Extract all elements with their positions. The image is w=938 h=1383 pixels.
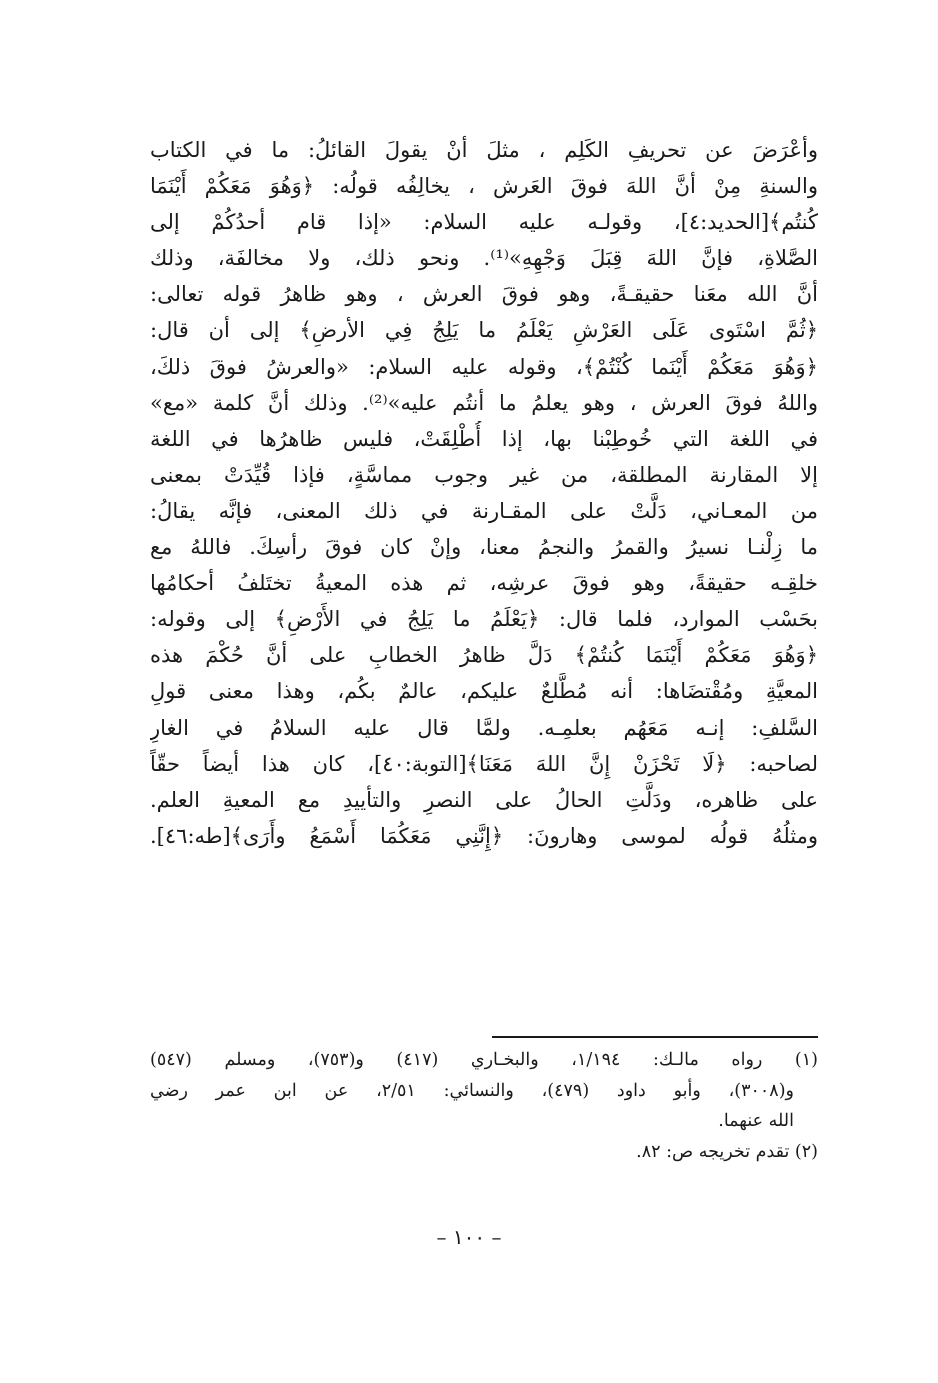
footnote-line: الله عنهما. (718, 1111, 794, 1131)
text-line: خلقِـه حقيقةً، وهو فوقَ عرشِه، ثم هذه المعيةُ تختَلفُ أحكامُها (150, 571, 818, 596)
text-line: إلا المقارنة المطلقة، من غير وجوب مماسَّةٍ، فإذا قُيِّدَتْ بمعنى (150, 462, 818, 487)
footnote-line: (١) رواه مالـك: ١/١٩٤، والبخـاري (٤١٧) و(٧٥٣)، ومسلم (٥٤٧) (150, 1050, 818, 1070)
text-line: أنَّ الله معَنا حقيقـةً، وهو فوقَ العرش ، وهو ظاهرُ قوله تعالى: (150, 282, 818, 307)
text-line: ومثلُهُ قولُه لموسى وهارونَ: ﴿إِنَّنِي مَعَكُمَا أَسْمَعُ وأَرَى﴾[طه:٤٦]. (150, 823, 818, 848)
text-line: لصاحبه: ﴿لَا تَحْزَنْ إِنَّ اللهَ مَعَنَا﴾[التوبة:٤٠]، كان هذا أيضاً حقّاً (150, 751, 818, 776)
page-number: – ١٠٠ – (436, 1225, 502, 1249)
text-line: ما زِلْنـا نسيرُ والقمرُ والنجمُ معنا، وإنْ كان فوقَ رأسِكَ. فاللهُ مع (150, 535, 818, 560)
footnote-divider (492, 1036, 818, 1038)
main-text (150, 132, 818, 854)
text-line: من المعـاني، دَلَّتْ على المقـارنة في ذلك المعنى، فإنَّه يقالُ: (150, 498, 818, 523)
footnotes (150, 1045, 818, 1167)
footnote-line: (٢) تقدم تخريجه ص: ٨٢. (636, 1141, 818, 1162)
text-line: كُنتُم﴾[الحديد:٤]، وقولـه عليه السلام: «إذا قام أحدُكُمْ إلى (150, 210, 818, 235)
footnote-line: و(٣٠٠٨)، وأبو داود (٤٧٩)، والنسائي: ٢/٥١، عن ابن عمر رضي (150, 1080, 794, 1101)
text-line: على ظاهره، ودَلَّتِ الحالُ على النصرِ والتأييدِ مع المعيةِ العلم. (150, 787, 818, 812)
text-line: وأعْرَضَ عن تحريفِ الكَلِم ، مثلَ أنْ يقولَ القائلُ: ما في الكتاب (150, 138, 818, 162)
text-line: بحَسْب الموارد، فلما قال: ﴿يَعْلَمُ ما يَلِجُ في الأَرْضِ﴾ إلى وقوله: (150, 607, 818, 632)
text-line: واللهُ فوقَ العرش ، وهو يعلمُ ما أنتُم عليه»⁽²⁾. وذلك أنَّ كلمة «مع» (150, 390, 818, 415)
text-line: ﴿وَهُوَ مَعَكُمْ أَيْنَما كُنْتُمْ﴾، وقوله عليه السلام: «والعرشُ فوقَ ذلكَ، (150, 354, 818, 379)
text-line: المعيَّةِ ومُقْتضَاها: أنه مُطَّلعٌ عليكم، عالمٌ بكُم، وهذا معنى قولِ (150, 679, 818, 704)
text-line: في اللغة التي خُوطِبْنا بها، إذا أُطْلِقَتْ، فليس ظاهرُها في اللغة (150, 426, 818, 451)
text-line: والسنةِ مِنْ أنَّ اللهَ فوقَ العَرش ، يخالِفُه قولُه: ﴿وَهُوَ مَعَكُمْ أَيْنَمَا (150, 174, 818, 199)
text-line: السَّلفِ: إنـه مَعَهُم بعلمِـه. ولمَّا قال عليه السلامُ في الغارِ (150, 715, 818, 740)
text-line: ﴿وَهُوَ مَعَكُمْ أَيْنَمَا كُنتُمْ﴾ دَلَّ ظاهرُ الخطابِ على أنَّ حُكْمَ هذه (150, 643, 818, 668)
text-line: ﴿ثُمَّ اسْتَوى عَلَى العَرْشِ يَعْلَمُ ما يَلِجُ فِي الأرضِ﴾ إلى أن قال: (150, 318, 818, 343)
text-line: الصَّلاةِ، فإنَّ اللهَ قِبَلَ وَجْهِهِ»⁽¹⁾. ونحو ذلك، ولا مخالفَة، وذلك (150, 246, 818, 271)
